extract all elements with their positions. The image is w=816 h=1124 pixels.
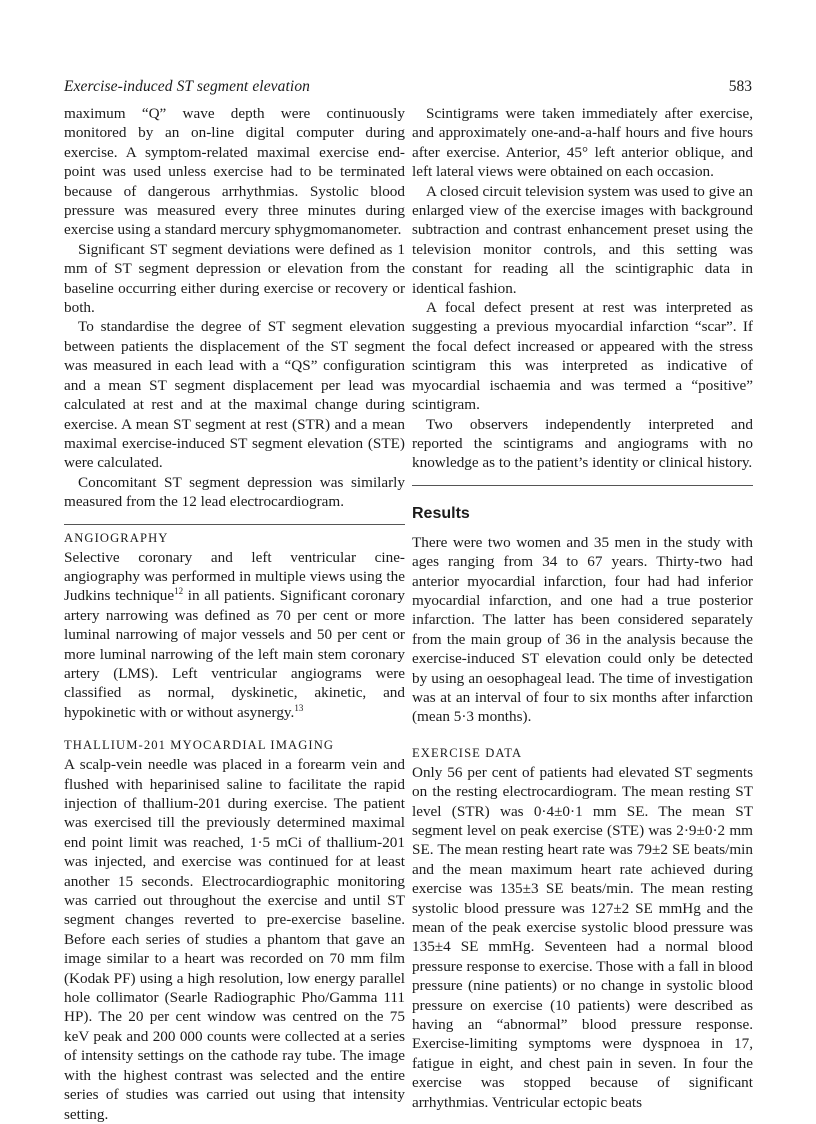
section-divider — [64, 524, 405, 525]
section-heading-thallium: THALLIUM-201 MYOCARDIAL IMAGING — [64, 738, 335, 753]
angiography-text-b: in all patients. Significant coronary artery narrowing was defined as 70 per cent or more luminal narrowing of major vessels and 50 per cent or more luminal narrowing of the left main stem coronary artery (LMS). Left ventricular angiograms were classified as normal, dyskinetic, akinetic, and hypokinetic with or without asynergy. — [64, 587, 405, 721]
paragraph-exercise-data: Only 56 per cent of patients had elevated ST segments on the resting electrocardiogram. The mean resting ST level (STR) was 0·4±0·1 mm SE. The mean ST segment level on peak exercise (STE) was 2·9±0·2 mm SE. The mean resting heart rate was 79±2 SE beats/min and the mean maximum heart rate achieved during exercise was 135±3 SE beats/min. The mean resting systolic blood pressure was 127±2 SE mmHg and the mean of the peak exercise systolic blood pressure was 135±4 SE mmHg. Seventeen had a normal blood pressure response to exercise. Those with a fall in blood pressure (nine patients) or no change in systolic blood pressure on exercise (10 patients) were described as having an “abnormal” blood pressure response. Exercise-limiting symptoms were dyspnoea in 17, fatigue in eight, and chest pain in seven. In four the exercise was stopped because of significant arrhythmias. Ventricular ectopic beats — [412, 763, 753, 1111]
paragraph-study-population: There were two women and 35 men in the study with ages ranging from 34 to 67 years. Thirty-two had anterior myocardial infarction, four had had inferior myocardial infarction, and one had a true posterior infarction. The latter has been considered separately from the main group of 36 in the analysis because the exercise-induced ST elevation could only be detected by using an oesophageal lead. The time of investigation was at an interval of four to six months after infarction (mean 5·3 months). — [412, 533, 753, 726]
paragraph-st-standardisation: To standardise the degree of ST segment elevation between patients the displacement of the ST segment was measured in each lead with a “QS” configuration and a mean ST segment displacement per lead was calculated at rest and at the maximal change during exercise. A mean ST segment at rest (STR) and a mean maximal exercise-induced ST segment elevation (STE) were calculated. — [64, 318, 405, 472]
right-column — [412, 104, 753, 1112]
paragraph-st-depression: Concomitant ST segment depression was similarly measured from the 12 lead electrocardiogram. — [64, 473, 405, 511]
section-heading-exercise-data: EXERCISE DATA — [412, 745, 523, 760]
section-heading-results: Results — [412, 504, 470, 522]
reference-12: 12 — [174, 586, 184, 597]
paragraph-angiography — [64, 548, 405, 723]
paragraph-focal-defect: A focal defect present at rest was interpreted as suggesting a previous myocardial infarction “scar”. If the focal defect increased or appeared with the stress scintigram this was interpreted as indicative of myocardial ischaemia and was termed a “positive” scintigram. — [412, 299, 753, 414]
running-header — [64, 78, 752, 100]
section-heading-angiography: ANGIOGRAPHY — [64, 530, 169, 545]
paragraph-scintigram-timing: Scintigrams were taken immediately after exercise, and approximately one-and-a-half hours and five hours after exercise. Anterior, 45° left anterior oblique, and left lateral views were obtained on each occasion. — [412, 105, 753, 181]
paragraph-cctv-system: A closed circuit television system was used to give an enlarged view of the exercise images with background subtraction and contrast enhancement preset using the television monitor controls, and this setting was constant for reading all the scintigraphic data in identical fashion. — [412, 182, 753, 297]
angiography-text-a: Selective coronary and left ventricular cine-angiography was performed in multiple views using the Judkins technique — [64, 548, 405, 605]
paragraph-thallium-imaging: A scalp-vein needle was placed in a forearm vein and flushed with heparinised saline to facilitate the rapid injection of thallium-201 during exercise. The patient was exercised till the previously determined maximal end point limit was reached, 1·5 mCi of thallium-201 was injected, and exercise was continued for at least another 15 seconds. Electrocardiographic monitoring was carried out throughout the exercise and until ST segment changes reverted to pre-exercise baseline. Before each series of studies a phantom that gave an image similar to a heart was recorded on 70 mm film (Kodak PF) using a high resolution, low energy parallel hole collimator (Searle Radiographic Pho/Gamma 111 HP). The 20 per cent window was centred on the 75 keV peak and 200 000 counts were collected at a series of intensity settings on the cathode ray tube. The image with the highest contrast was selected and the entire series of studies was carried out using that intensity setting. — [64, 756, 405, 1123]
page-number: 583 — [728, 78, 752, 95]
running-title: Exercise-induced ST segment elevation — [64, 78, 311, 95]
paragraph-observers: Two observers independently interpreted and reported the scintigrams and angiograms with no knowledge as to the patient’s identity or clinical history. — [412, 415, 753, 472]
paragraph-monitoring: maximum “Q” wave depth were continuously monitored by an on-line digital computer during exercise. A symptom-related maximal exercise end-point was used unless exercise had to be terminated because of dangerous arrhythmias. Systolic blood pressure was measured every three minutes during exercise using a standard mercury sphygmomanometer. — [64, 105, 405, 239]
paragraph-st-deviation-definition: Significant ST segment deviations were defined as 1 mm of ST segment depression or elevation from the baseline occurring either during exercise or recovery or both. — [64, 240, 405, 317]
reference-13: 13 — [294, 702, 304, 713]
left-column — [64, 104, 405, 1124]
section-divider — [412, 485, 753, 486]
